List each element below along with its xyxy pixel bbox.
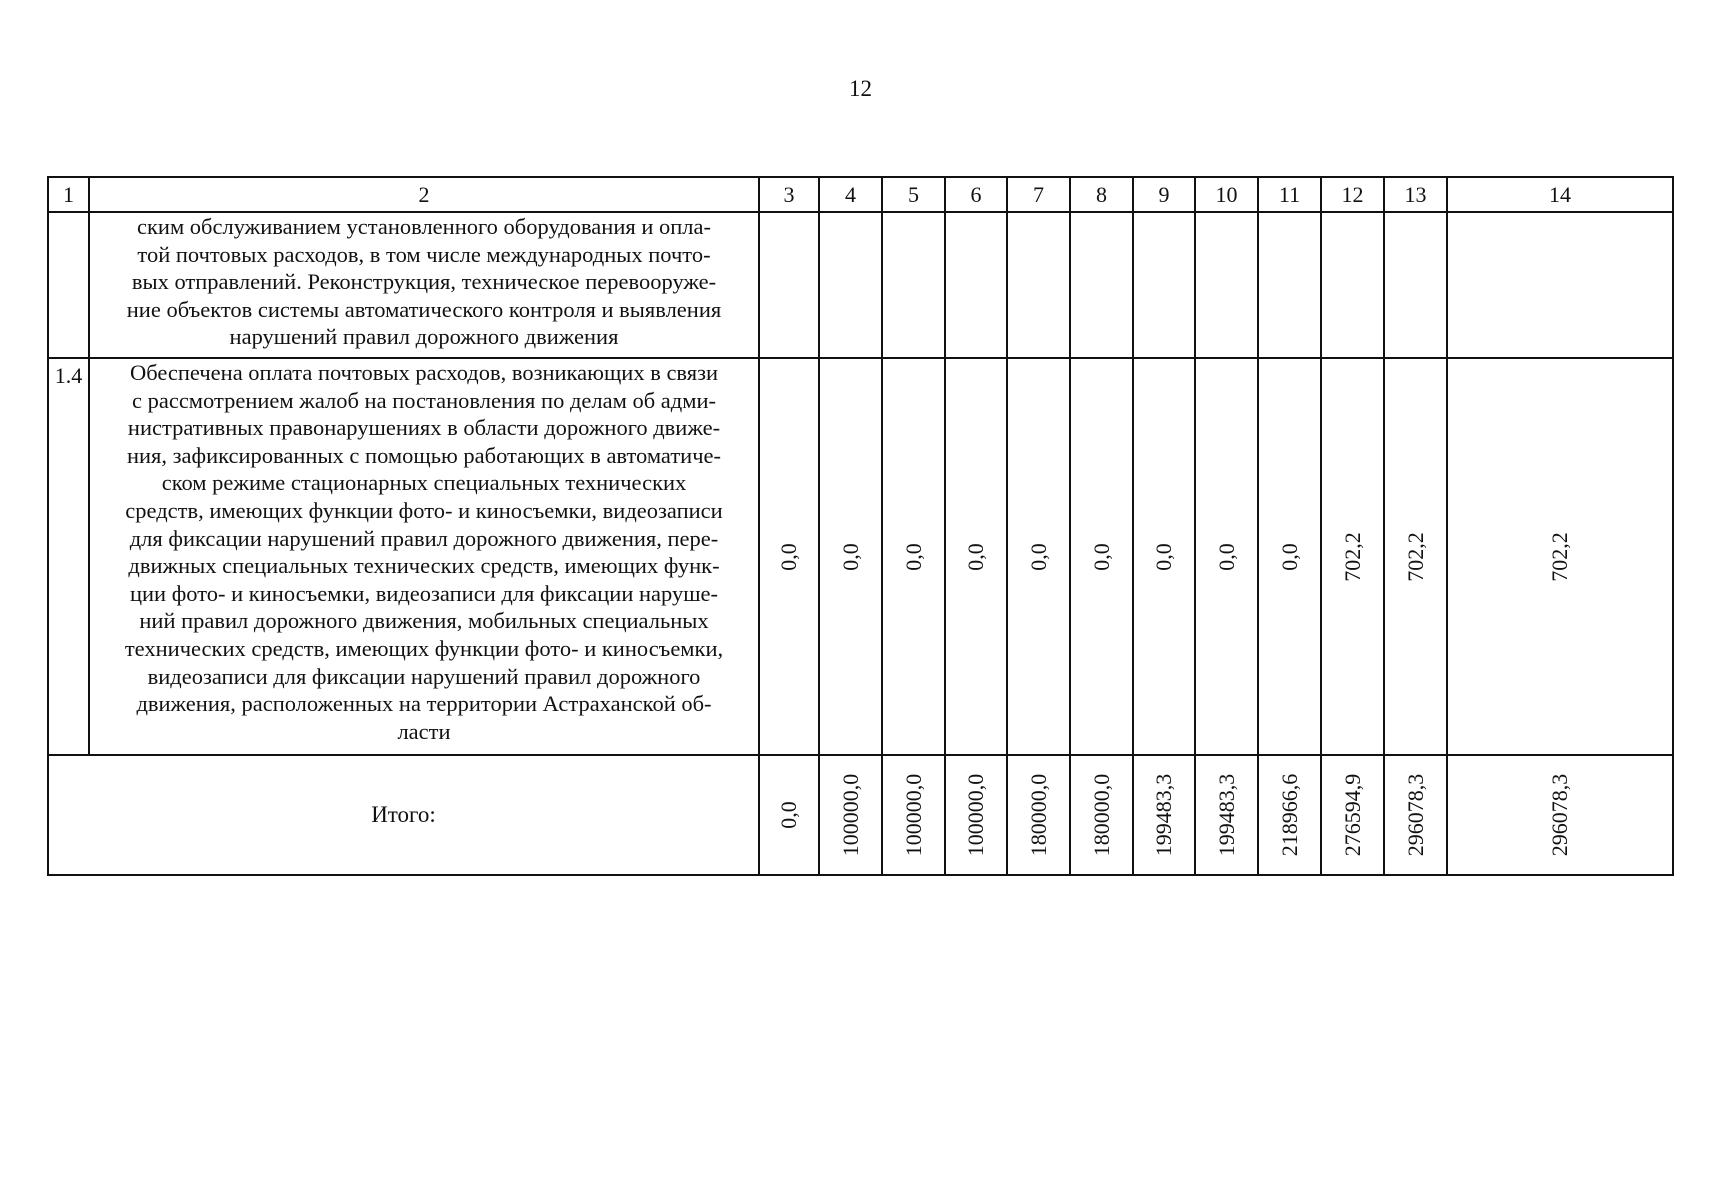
value-cell bbox=[1321, 212, 1384, 358]
value-text: 0,0 bbox=[1213, 542, 1239, 571]
total-value: 180000,0 bbox=[1088, 773, 1114, 857]
total-cell bbox=[759, 755, 819, 875]
description-line: ния, зафиксированных с помощью работающих в автоматиче- bbox=[126, 442, 722, 468]
description-line: ским обслуживанием установленного оборудования и опла- bbox=[136, 214, 712, 239]
value-text: 0,0 bbox=[963, 542, 988, 571]
header-cell: 2 bbox=[89, 177, 759, 212]
header-cell: 7 bbox=[1007, 177, 1070, 212]
description-line: видеозаписи для фиксации нарушений правил дорожного bbox=[147, 663, 701, 689]
row-description bbox=[89, 358, 759, 755]
value-cell bbox=[1384, 212, 1447, 358]
total-cell bbox=[819, 755, 882, 875]
value-cell bbox=[1133, 212, 1195, 358]
value-cell bbox=[945, 358, 1007, 755]
value-text: 0,0 bbox=[837, 542, 863, 571]
description-line: средств, имеющих функции фото- и киносъемки, видеозаписи bbox=[125, 497, 723, 523]
total-cell bbox=[1070, 755, 1133, 875]
total-value: 100000,0 bbox=[837, 773, 863, 857]
value-cell bbox=[882, 358, 945, 755]
budget-table bbox=[47, 176, 1674, 876]
description-line: нистративных правонарушениях в области дорожного движе- bbox=[127, 415, 721, 441]
total-value: 100000,0 bbox=[963, 773, 988, 857]
total-value: 180000,0 bbox=[1025, 773, 1051, 857]
description-line: для фиксации нарушений правил дорожного движения, пере- bbox=[129, 525, 719, 551]
header-cell: 3 bbox=[759, 177, 819, 212]
row-number: 1.4 bbox=[48, 358, 89, 755]
description-line: движных специальных технических средств, имеющих функ- bbox=[128, 553, 720, 579]
header-cell: 6 bbox=[945, 177, 1007, 212]
description-line: движения, расположенных на территории Астраханской об- bbox=[136, 691, 712, 717]
value-cell bbox=[945, 212, 1007, 358]
row-number bbox=[48, 212, 89, 358]
table-row bbox=[48, 358, 1673, 755]
header-cell: 11 bbox=[1258, 177, 1321, 212]
value-cell bbox=[819, 212, 882, 358]
description-line: ний правил дорожного движения, мобильных специальных bbox=[139, 608, 709, 634]
header-cell: 1 bbox=[48, 177, 89, 212]
value-text: 0,0 bbox=[1151, 542, 1176, 571]
total-value: 296078,3 bbox=[1547, 773, 1572, 857]
total-cell bbox=[1447, 755, 1673, 875]
total-value: 0,0 bbox=[776, 801, 801, 829]
description-line: ском режиме стационарных специальных технических bbox=[161, 470, 687, 496]
value-cell bbox=[759, 212, 819, 358]
value-text: 0,0 bbox=[1025, 542, 1051, 571]
value-cell bbox=[1447, 358, 1673, 755]
header-cell: 5 bbox=[882, 177, 945, 212]
table-row bbox=[48, 212, 1673, 358]
value-cell bbox=[1447, 212, 1673, 358]
total-cell bbox=[1195, 755, 1258, 875]
value-cell bbox=[1070, 358, 1133, 755]
row-description bbox=[89, 212, 759, 358]
total-label: Итого: bbox=[48, 755, 759, 875]
value-text: 702,2 bbox=[1547, 531, 1572, 582]
total-value: 296078,3 bbox=[1402, 773, 1428, 857]
total-value: 199483,3 bbox=[1151, 773, 1176, 857]
value-cell bbox=[1070, 212, 1133, 358]
description-line: вых отправлений. Реконструкция, техническое перевооруже- bbox=[131, 269, 717, 295]
total-cell bbox=[1321, 755, 1384, 875]
header-cell: 13 bbox=[1384, 177, 1447, 212]
value-text: 0,0 bbox=[900, 542, 926, 571]
total-row bbox=[48, 755, 1673, 875]
page-number: 12 bbox=[849, 76, 872, 101]
description-line: ласти bbox=[397, 718, 451, 744]
value-cell bbox=[1133, 358, 1195, 755]
value-cell bbox=[759, 358, 819, 755]
total-cell bbox=[1258, 755, 1321, 875]
total-cell bbox=[1007, 755, 1070, 875]
description-line: Обеспечена оплата почтовых расходов, возникающих в связи bbox=[129, 360, 719, 385]
description-line: той почтовых расходов, в том числе международных почто- bbox=[137, 241, 711, 267]
description-line: технических средств, имеющих функции фото- и киносъемки, bbox=[124, 635, 724, 661]
value-cell bbox=[1384, 358, 1447, 755]
value-cell bbox=[1007, 212, 1070, 358]
value-text: 0,0 bbox=[1276, 542, 1302, 571]
header-cell: 10 bbox=[1195, 177, 1258, 212]
value-cell bbox=[1195, 212, 1258, 358]
total-value: 199483,3 bbox=[1213, 773, 1239, 857]
header-cell: 4 bbox=[819, 177, 882, 212]
total-value: 100000,0 bbox=[900, 773, 926, 857]
header-cell: 14 bbox=[1447, 177, 1673, 212]
value-cell bbox=[1195, 358, 1258, 755]
value-cell bbox=[1321, 358, 1384, 755]
total-cell bbox=[1384, 755, 1447, 875]
total-value: 276594,9 bbox=[1339, 773, 1365, 857]
description-line: ции фото- и киносъемки, видеозаписи для фиксации наруше- bbox=[129, 580, 719, 606]
value-cell bbox=[1258, 212, 1321, 358]
value-cell bbox=[1007, 358, 1070, 755]
value-text: 0,0 bbox=[776, 542, 801, 571]
value-cell bbox=[819, 358, 882, 755]
value-text: 702,2 bbox=[1402, 531, 1428, 582]
value-cell bbox=[1258, 358, 1321, 755]
header-cell: 12 bbox=[1321, 177, 1384, 212]
value-text: 702,2 bbox=[1339, 531, 1365, 582]
total-cell bbox=[882, 755, 945, 875]
header-cell: 8 bbox=[1070, 177, 1133, 212]
description-line: ние объектов системы автоматического контроля и выявления bbox=[126, 296, 722, 322]
description-line: с рассмотрением жалоб на постановления по делам об адми- bbox=[131, 387, 716, 413]
value-cell bbox=[882, 212, 945, 358]
total-cell bbox=[1133, 755, 1195, 875]
header-cell: 9 bbox=[1133, 177, 1195, 212]
header-row bbox=[48, 177, 1673, 212]
description-line: нарушений правил дорожного движения bbox=[229, 324, 619, 350]
total-value: 218966,6 bbox=[1276, 773, 1302, 857]
total-cell bbox=[945, 755, 1007, 875]
value-text: 0,0 bbox=[1088, 542, 1114, 571]
